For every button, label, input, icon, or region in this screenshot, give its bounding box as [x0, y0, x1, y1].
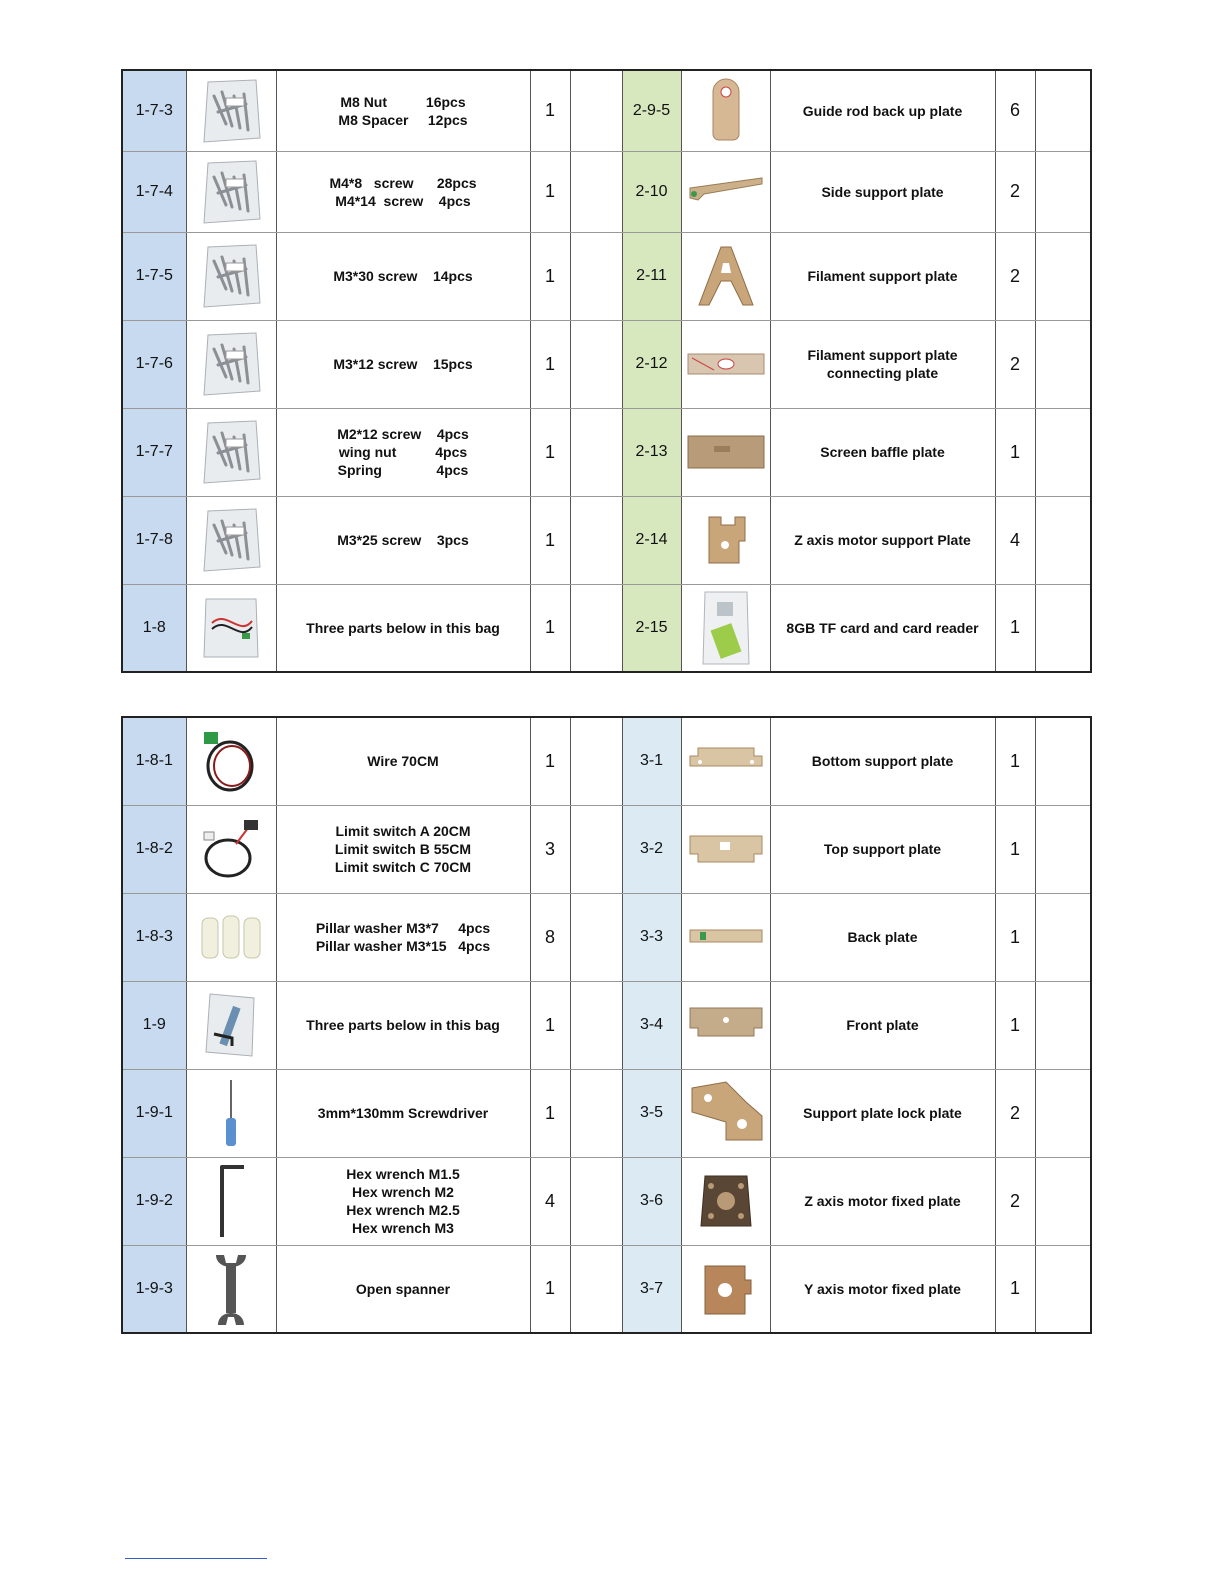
right-part-description [770, 1069, 995, 1157]
left-part-code: 1-9 [122, 981, 186, 1069]
left-part-quantity: 1 [530, 717, 570, 805]
left-part-description [276, 232, 530, 320]
right-check-cell [1035, 151, 1091, 232]
description-line: M8 Spacer 12pcs [338, 111, 468, 128]
description-line: Hex wrench M1.5 [346, 1166, 460, 1182]
right-part-quantity: 4 [995, 496, 1035, 584]
right-check-cell [1035, 496, 1091, 584]
right-part-quantity: 1 [995, 408, 1035, 496]
right-part-code: 3-2 [622, 805, 681, 893]
left-part-description [276, 805, 530, 893]
left-part-quantity: 1 [530, 496, 570, 584]
description-line: Hex wrench M3 [352, 1220, 454, 1236]
table-row [122, 717, 1091, 805]
left-part-description [276, 584, 530, 672]
left-part-code: 1-8-2 [122, 805, 186, 893]
left-part-quantity: 1 [530, 320, 570, 408]
right-part-description [770, 1245, 995, 1333]
baffle-plate-icon [681, 408, 770, 496]
back-plate-icon [681, 893, 770, 981]
left-check-cell [570, 496, 622, 584]
parts-table-2 [121, 716, 1092, 1334]
bottom-plate-icon [681, 717, 770, 805]
left-part-code: 1-8-3 [122, 893, 186, 981]
left-part-code: 1-9-1 [122, 1069, 186, 1157]
connecting-plate-icon [681, 320, 770, 408]
right-check-cell [1035, 981, 1091, 1069]
right-check-cell [1035, 1157, 1091, 1245]
left-part-description [276, 151, 530, 232]
left-check-cell [570, 1157, 622, 1245]
left-part-quantity: 8 [530, 893, 570, 981]
description-line: Z axis motor support Plate [794, 532, 971, 548]
right-part-quantity: 1 [995, 717, 1035, 805]
right-check-cell [1035, 584, 1091, 672]
wire-icon [186, 717, 276, 805]
left-part-code: 1-7-7 [122, 408, 186, 496]
right-part-description [770, 584, 995, 672]
table-row [122, 1245, 1091, 1333]
table-row [122, 408, 1091, 496]
right-part-code: 2-13 [622, 408, 681, 496]
description-line: Pillar washer M3*7 4pcs [315, 920, 491, 936]
right-part-code: 3-3 [622, 893, 681, 981]
description-line: Filament support plate [807, 268, 958, 284]
right-check-cell [1035, 320, 1091, 408]
left-check-cell [570, 717, 622, 805]
table-row [122, 320, 1091, 408]
right-check-cell [1035, 232, 1091, 320]
pillar-washer-icon [186, 893, 276, 981]
table-row [122, 981, 1091, 1069]
right-check-cell [1035, 717, 1091, 805]
table-row [122, 70, 1091, 151]
table-row [122, 151, 1091, 232]
left-part-code: 1-9-3 [122, 1245, 186, 1333]
right-part-code: 3-7 [622, 1245, 681, 1333]
left-check-cell [570, 805, 622, 893]
right-part-quantity: 1 [995, 805, 1035, 893]
left-part-quantity: 1 [530, 584, 570, 672]
left-part-code: 1-9-2 [122, 1157, 186, 1245]
description-line: Three parts below in this bag [306, 619, 500, 636]
screw-bag-icon [186, 232, 276, 320]
lock-plate-icon [681, 1069, 770, 1157]
left-part-code: 1-7-3 [122, 70, 186, 151]
description-line: Y axis motor fixed plate [804, 1280, 961, 1297]
description-line: Three parts below in this bag [306, 1017, 500, 1033]
side-plate-icon [681, 151, 770, 232]
description-line: Limit switch B 55CM [334, 841, 472, 857]
description-line: Top support plate [823, 841, 942, 857]
table-row [122, 1069, 1091, 1157]
footer-link-underline [125, 1558, 267, 1559]
description-line: 8GB TF card and card reader [786, 619, 979, 636]
description-line: 3mm*130mm Screwdriver [317, 1105, 489, 1121]
description-line: Bottom support plate [811, 753, 954, 770]
right-part-code: 2-10 [622, 151, 681, 232]
right-part-code: 2-11 [622, 232, 681, 320]
right-check-cell [1035, 1069, 1091, 1157]
tool-bag-icon [186, 981, 276, 1069]
description-line: Screen baffle plate [820, 444, 945, 460]
right-part-description [770, 232, 995, 320]
motor-plate-icon [681, 1157, 770, 1245]
left-check-cell [570, 408, 622, 496]
description-line: connecting plate [826, 365, 939, 381]
description-line: Open spanner [355, 1280, 451, 1297]
left-part-quantity: 1 [530, 151, 570, 232]
left-check-cell [570, 584, 622, 672]
description-line: M3*25 screw 3pcs [337, 532, 469, 548]
right-part-description [770, 70, 995, 151]
left-part-quantity: 1 [530, 408, 570, 496]
left-part-description [276, 893, 530, 981]
right-part-quantity: 1 [995, 584, 1035, 672]
screw-bag-icon [186, 151, 276, 232]
right-part-code: 3-1 [622, 717, 681, 805]
left-part-description [276, 496, 530, 584]
right-part-description [770, 981, 995, 1069]
spanner-icon [186, 1245, 276, 1333]
description-line: Back plate [847, 929, 918, 945]
description-line: Limit switch A 20CM [335, 823, 471, 839]
right-check-cell [1035, 70, 1091, 151]
right-part-code: 3-5 [622, 1069, 681, 1157]
right-part-code: 2-12 [622, 320, 681, 408]
description-line: Filament support plate [807, 347, 958, 363]
right-part-quantity: 2 [995, 1069, 1035, 1157]
right-part-code: 3-6 [622, 1157, 681, 1245]
left-part-description [276, 70, 530, 151]
left-check-cell [570, 70, 622, 151]
left-part-quantity: 1 [530, 1245, 570, 1333]
right-part-quantity: 6 [995, 70, 1035, 151]
right-part-description [770, 320, 995, 408]
left-part-code: 1-7-5 [122, 232, 186, 320]
description-line: wing nut 4pcs [338, 444, 468, 460]
screw-bag-icon [186, 408, 276, 496]
table-row [122, 584, 1091, 672]
left-check-cell [570, 1245, 622, 1333]
front-plate-icon [681, 981, 770, 1069]
left-part-quantity: 1 [530, 70, 570, 151]
left-part-code: 1-7-6 [122, 320, 186, 408]
left-part-quantity: 3 [530, 805, 570, 893]
limit-switch-icon [186, 805, 276, 893]
screw-bag-icon [186, 70, 276, 151]
screwdriver-icon [186, 1069, 276, 1157]
left-part-code: 1-7-8 [122, 496, 186, 584]
description-line: M3*12 screw 15pcs [333, 356, 473, 372]
left-check-cell [570, 893, 622, 981]
left-check-cell [570, 232, 622, 320]
left-check-cell [570, 320, 622, 408]
motor-support-icon [681, 496, 770, 584]
parts-table-1 [121, 69, 1092, 673]
left-part-code: 1-7-4 [122, 151, 186, 232]
right-part-description [770, 151, 995, 232]
description-line: Hex wrench M2.5 [346, 1202, 460, 1218]
table-row [122, 805, 1091, 893]
left-part-quantity: 1 [530, 981, 570, 1069]
left-part-description [276, 717, 530, 805]
wire-bag-icon [186, 584, 276, 672]
screw-bag-icon [186, 496, 276, 584]
left-part-description [276, 1157, 530, 1245]
description-line: M4*14 screw 4pcs [335, 192, 471, 209]
left-part-quantity: 1 [530, 232, 570, 320]
left-part-code: 1-8-1 [122, 717, 186, 805]
right-part-description [770, 717, 995, 805]
right-part-code: 3-4 [622, 981, 681, 1069]
y-motor-plate-icon [681, 1245, 770, 1333]
right-part-description [770, 496, 995, 584]
right-part-description [770, 893, 995, 981]
right-part-description [770, 805, 995, 893]
left-part-description [276, 1245, 530, 1333]
right-part-code: 2-14 [622, 496, 681, 584]
right-part-description [770, 1157, 995, 1245]
description-line: Front plate [846, 1017, 919, 1033]
right-check-cell [1035, 893, 1091, 981]
description-line: Limit switch C 70CM [334, 859, 472, 875]
left-part-description [276, 1069, 530, 1157]
right-part-quantity: 2 [995, 151, 1035, 232]
right-part-quantity: 1 [995, 893, 1035, 981]
a-frame-plate-icon [681, 232, 770, 320]
description-line: M2*12 screw 4pcs [337, 426, 469, 442]
left-check-cell [570, 151, 622, 232]
left-part-quantity: 4 [530, 1157, 570, 1245]
right-part-code: 2-15 [622, 584, 681, 672]
right-part-quantity: 2 [995, 232, 1035, 320]
right-check-cell [1035, 1245, 1091, 1333]
card-reader-icon [681, 584, 770, 672]
description-line: M3*30 screw 14pcs [333, 268, 473, 284]
description-line: Pillar washer M3*15 4pcs [315, 938, 491, 954]
description-line: Side support plate [821, 183, 944, 200]
left-part-description [276, 981, 530, 1069]
right-part-quantity: 2 [995, 320, 1035, 408]
description-line: Guide rod back up plate [802, 102, 963, 119]
right-part-quantity: 1 [995, 981, 1035, 1069]
round-plate-icon [681, 70, 770, 151]
right-part-description [770, 408, 995, 496]
left-check-cell [570, 981, 622, 1069]
right-check-cell [1035, 408, 1091, 496]
left-part-description [276, 320, 530, 408]
right-check-cell [1035, 805, 1091, 893]
left-check-cell [570, 1069, 622, 1157]
description-line: M4*8 screw 28pcs [329, 174, 477, 191]
hex-wrench-icon [186, 1157, 276, 1245]
table-row [122, 1157, 1091, 1245]
left-part-description [276, 408, 530, 496]
screw-bag-icon [186, 320, 276, 408]
right-part-quantity: 1 [995, 1245, 1035, 1333]
description-line: Hex wrench M2 [352, 1184, 454, 1200]
table-row [122, 232, 1091, 320]
right-part-quantity: 2 [995, 1157, 1035, 1245]
table-row [122, 496, 1091, 584]
description-line: Spring 4pcs [337, 462, 469, 478]
left-part-code: 1-8 [122, 584, 186, 672]
description-line: Wire 70CM [367, 753, 439, 770]
description-line: M8 Nut 16pcs [340, 93, 466, 110]
top-plate-icon [681, 805, 770, 893]
table-row [122, 893, 1091, 981]
description-line: Z axis motor fixed plate [804, 1193, 961, 1209]
description-line: Support plate lock plate [803, 1105, 962, 1121]
left-part-quantity: 1 [530, 1069, 570, 1157]
right-part-code: 2-9-5 [622, 70, 681, 151]
